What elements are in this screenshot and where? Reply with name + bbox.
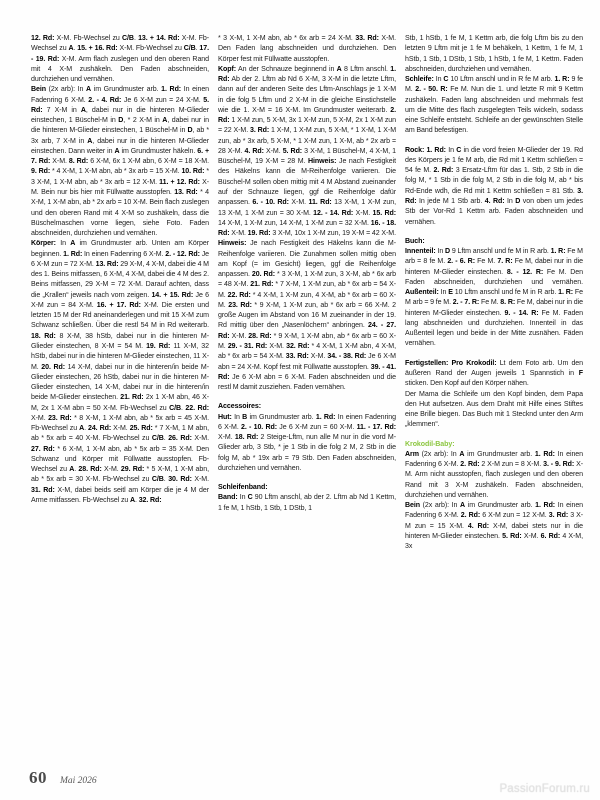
- paragraph-fertigstellen: Fertigstellen: Pro Krokodil: Lt dem Foto arb. Um den äußeren Rand der Augen jeweils 1 Spannstich in F sticken. Den Kopf auf den Körper nähen.: [405, 359, 583, 388]
- paragraph-arm-continued: 12. Rd: X-M. Fb-Wechsel zu C/B. 13. + 14. Rd: X-M. Fb-Wechsel zu A. 15. + 16. Rd: X-M. Fb-Wechsel zu C/B. 17. - 19. Rd: X-M. Arm flach zuslegen und den oberen Rand mit 4 X-M zushäkeln. Den Faden abschneiden, durchziehen und vernähen.: [31, 35, 209, 84]
- heading-buch: Buch:: [405, 237, 425, 245]
- heading-accessoires: Accessoires:: [218, 403, 262, 411]
- paragraph-koerper-continued: * 3 X-M, 1 X-M abn, ab * 6x arb = 24 X-M. 33. Rd: X-M. Den Faden lang abschneiden und durchziehen. Den Körper fest mit Füllwatte ausstopfen.: [218, 35, 396, 63]
- paragraph-band-continued: Stb, 1 hStb, 1 fe M, 1 Kettm arb, die folg Lftm bis zu den letzten 9 Lftm mit je 1 fe M behäkeln, 1 Kettm, 1 fe M, 1 hStb, 1 Stb, 1 DStb, 1 Stb, 1 hStb, 1 fe M, 1 Kettm. Faden abschneiden, durchziehen und vernähen.: [405, 35, 583, 73]
- spacer: [405, 431, 583, 440]
- paragraph-koerper: Körper: In A im Grundmuster arb. Unten am Körper beginnen. 1. Rd: In einen Fadenring 6 X-M. 2. - 12. Rd: Je 6 X-M zun = 72 X-M. 13. Rd: 29 X-M, 4 X-M, dabei die 4 M des 1. Beins mitfassen, 6 X-M, 4 X-M, dabei die 4 M des 2. Beins mitfassen, 29 X-M = 72 X-M. Darauf achten, dass die „Krallen“ jeweils nach vorn zeigen. 14. + 15. Rd: Je 6 X-M zun = 84 X-M. 16. + 17. Rd: X-M. Die ersten und letzten 15 M der Rd aneinanderlegen und mit 15 X-M zum Schwanz schließen. Über die restl 54 M in Rd weiterarb. 18. Rd: 8 X-M, 38 hStb, dabei nur in die hinteren M-Glieder einstechen, 8 X-M = 54 M. 19. Rd: 11 X-M, 32 hStb, dabei nur in die hinteren M-Glieder einstechen, 11 X-M. 20. Rd: 14 X-M, dabei nur in die hinteren/in beide M-Glieder einstechen, 26 hStb, dabei nur in die hinteren M-Glieder einstechen, 14 X-M, dabei nur in die hinteren/in beide M-Glieder einstechen. 21. Rd: 2x 1 X-M abn, 46 X-M, 2x 1 X-M abn = 50 X-M. Fb-Wechsel zu C/B. 22. Rd: X-M. 23. Rd: * 8 X-M, 1 X-M abn, ab * 5x arb = 45 X-M. Fb-Wechsel zu A. 24. Rd: X-M. 25. Rd: * 7 X-M, 1 M abn, ab * 5x arb = 40 X-M. Fb-Wechsel zu C/B. 26. Rd: X-M. 27. Rd: * 6 X-M, 1 X-M abn, ab * 5x arb = 35 X-M. Den Schwanz und Körper mit Füllwatte ausstopfen. Fb-Wechsel zu A. 28. Rd: X-M. 29. Rd: * 5 X-M, 1 X-M abn, ab * 5x arb = 30 X-M. Fb-Wechsel zu C/B. 30. Rd: X-M. 31. Rd: X-M, dabei beids seitl am Körper die je 4 M der Arme mitfassen. Fb-Wechsel zu A. 32. Rd:: [31, 240, 209, 504]
- watermark: PassionForum.ru: [499, 783, 590, 795]
- paragraph-kopf: Kopf: An der Schnauze beginnend in A 8 Lftm anschl. 1. Rd: Ab der 2. Lftm ab Nd 6 X-M, 3 X-M in die letzte Lftm, dann auf der anderen Seite des Lftm-Anschlags je 1 X-M in die folg 5 Lftm und 2 X-M in die gleiche Einstichstelle wie die 1. X-M = 16 X-M. Im Grundmuster weiterarb. 2. Rd: 1 X-M zun, 5 X-M, 3x 1 X-M zun, 5 X-M, 2x 1 X-M zun = 22 X-M. 3. Rd: 1 X-M, 1 X-M zun, 5 X-M, * 1 X-M, 1 X-M zun, ab * 3x arb, 5 X-M, * 1 X-M zun, 1 X-M, ab * 2x arb = 28 X-M. 4. Rd: X-M. 5. Rd: 3 X-M, 1 Büschel-M, 4 X-M, 1 Büschel-M, 19 X-M = 28 M. Hinweis: Je nach Festigkeit des Häkelns kann die M-Reihenfolge variieren. Die Büschel-M sollen oben mittig mit 4 M Abstand zueinander auf der Schnauze liegen, ggf die Reihenfolge dafür anpassen. 6. - 10. Rd: X-M. 11. Rd: 13 X-M, 1 X-M zun, 13 X-M, 1 X-M zun = 30 X-M. 12. - 14. Rd: X-M. 15. Rd: 14 X-M, 1 X-M zun, 14 X-M, 1 X-M zun = 32 X-M. 16. - 18. Rd: X-M. 19. Rd: 3 X-M, 10x 1 X-M zun, 19 X-M = 42 X-M. Hinweis: Je nach Festigkeit des Häkelns kann die M-Reihenfolge variieren. Die Zunahmen sollen mittig oben am Kopf (= im Gesicht) liegen, ggf die Reihenfolge anpassen. 20. Rd: * 3 X-M, 1 X-M zun, 3 X-M, ab * 6x arb = 48 X-M. 21. Rd: * 7 X-M, 1 X-M zun, ab * 6x arb = 54 X-M. 22. Rd: * 4 X-M, 1 X-M zun, 4 X-M, ab * 6x arb = 60 X-M. 23. Rd: * 9 X-M, 1 X-M zun, ab * 6x arb = 66 X-M. 2 große Augen im Abstand von 16 M zueinander in der 19. Rd mittig über den „Nasenlöchern“ anbringen. 24. - 27. Rd: X-M. 28. Rd: * 9 X-M, 1 X-M abn, ab * 6x arb = 60 X-M. 29. - 31. Rd: X-M. 32. Rd: * 4 X-M, 1 X-M abn, 4 X-M, ab * 6x arb = 54 X-M. 33. Rd: X-M. 34. - 38. Rd: Je 6 X-M abn = 24 X-M. Kopf fest mit Füllwatte ausstopfen. 39. - 41. Rd: Je 6 X-M abn = 6 X-M. Faden abschneiden und die restl M damit zusziehen. Faden vernähen.: [218, 65, 396, 392]
- paragraph-fertigstellen-2: Der Mama die Schleife um den Kopf binden, dem Papa den Hut aufsetzen. Aus dem Draht mit Hilfe eines Stiftes eine Brille biegen. Das Buch mit 1 Stecknd unter den Arm „klemmen“.: [405, 390, 583, 429]
- paragraph-rock: Rock: 1. Rd: In C in die vord freien M-Glieder der 19. Rd des Körpers je 1 fe M arb, die Rd mit 1 Kettm schließen = 54 fe M. 2. Rd: 3 Ersatz-Lftm für das 1. Stb, 2 Stb in die folg M, * 1 Stb in die folg M, 2 Stb in die folg M, ab * bis Rd-Ende wdh, die Rd mit 1 Kettm schließen = 81 Stb. 3. Rd: In jede M 1 Stb arb. 4. Rd: In D von oben um jedes Stb der Vor-Rd 1 Kettm arb. Faden abschneiden und vernähen.: [405, 146, 583, 226]
- column-right: [405, 34, 583, 744]
- paragraph-buch-body: Innenteil: In D 9 Lftm anschl und fe M in R arb. 1. R: Fe M arb = 8 fe M. 2. - 6. R: Fe M. 7. R: Fe M, dabei nur in die hinteren M-Glieder einstechen. 8. - 12. R: Fe M. Den Faden abschneiden, durchziehen und vernähen. Außenteil: In E 10 Lftm anschl und fe M in R arb. 1. R: Fe M arb = 9 fe M. 2. - 7. R: Fe M. 8. R: Fe M, dabei nur in die hinteren M-Glieder einstechen. 9. - 14. R: Fe M. Faden lang abschneiden und durchziehen. Innenteil in das Außenteil legen und beide in der Mitte zusnähen. Fäden vernähen.: [405, 248, 583, 348]
- spacer: [405, 137, 583, 146]
- spacer: [218, 474, 396, 483]
- heading-krokodil-baby: Krokodil-Baby:: [405, 440, 455, 448]
- issue-date: Mai 2026: [60, 776, 97, 786]
- paragraph-baby-bein: Bein (2x arb): In A im Grundmuster arb. 1. Rd: In einen Fadenring 6 X-M. 2. Rd: 6 X-M zun = 12 X-M. 3. Rd: 3 X-M zun = 15 X-M. 4. Rd: X-M, dabei stets nur in die hinteren M-Glieder einstechen. 5. Rd: X-M. 6. Rd: 4 X-M, 3x: [405, 502, 583, 551]
- text-columns: [31, 34, 582, 744]
- page-number: 60: [29, 768, 47, 787]
- spacer: [218, 393, 396, 402]
- paragraph-hut: Hut: In B im Grundmuster arb. 1. Rd: In einen Fadenring 6 X-M. 2. - 10. Rd: Je 6 X-M zun = 60 X-M. 11. - 17. Rd: X-M. 18. Rd: 2 Steige-Lftm, nun alle M nur in die vord M-Glieder arb, 3 Stb, * je 1 Stb in die folg 2 M, 2 Stb in die folg M, ab * 19x arb = 79 Stb. Den Faden abschneiden, durchziehen und vernähen.: [218, 413, 396, 472]
- paragraph-schleife: Schleife: In C 10 Lftm anschl und in R fe M arb. 1. R: 9 fe M. 2. - 50. R: Fe M. Nun die 1. und letzte R mit 9 Kettm zushäkeln. Faden lang abschneiden und mehrmals fest um die Mitte des flach zusgelegten Teils wickeln, sodass eine Schleife entsteht. Schleife an der gewünschten Stelle am Band befestigen.: [405, 76, 583, 135]
- column-left: [31, 34, 209, 744]
- spacer: [405, 228, 583, 237]
- page-footer: [29, 768, 97, 788]
- spacer: [405, 350, 583, 359]
- paragraph-baby-arm: Arm (2x arb): In A im Grundmuster arb. 1. Rd: In einen Fadenring 6 X-M. 2. Rd: 2 X-M zun = 8 X-M. 3. - 9. Rd: X-M. Arm nicht ausstopfen, flach zuslegen und den oberen Rand mit 3 X-M zushäkeln. Faden abschneiden, durchziehen und vernähen.: [405, 450, 583, 499]
- paragraph-band: Band: In C 90 Lftm anschl, ab der 2. Lftm ab Nd 1 Kettm, 1 fe M, 1 hStb, 1 Stb, 1 DStb, 1: [218, 494, 396, 512]
- column-middle: [218, 34, 396, 744]
- heading-schleifenband: Schleifenband:: [218, 484, 268, 492]
- paragraph-bein: Bein (2x arb): In A im Grundmuster arb. 1. Rd: In einen Fadenring 6 X-M. 2. - 4. Rd: Je 6 X-M zun = 24 X-M. 5. Rd: 7 X-M in A, dabei nur in die hinteren M-Glieder einstechen, 1 Büschel-M in D, * 2 X-M in A, dabei nur in die hinteren M-Glieder einstechen, 1 Büschel-M in D, ab * 3x arb, 7 X-M in A, dabei nur in die hinteren M-Glieder einstechen. Dann weiter in A im Grundmuster häkeln. 6. + 7. Rd: X-M. 8. Rd: 6 X-M, 6x 1 X-M abn, 6 X-M = 18 X-M. 9. Rd: * 4 X-M, 1 X-M abn, ab * 3x arb = 15 X-M. 10. Rd: * 3 X-M, 1 X-M abn, ab * 3x arb = 12 X-M. 11. + 12. Rd: X-M. Bein nur bis hier mit Füllwatte ausstopfen. 13. Rd: * 4 X-M, 1 X-M abn, ab * 2x arb = 10 X-M. Bein flach zuslegen und den oberen Rand mit 4 X-M so zushäkeln, dass die Büschelmaschen vorne liegen, siehe Foto. Faden abschneiden, durchziehen und vernähen.: [31, 86, 209, 238]
